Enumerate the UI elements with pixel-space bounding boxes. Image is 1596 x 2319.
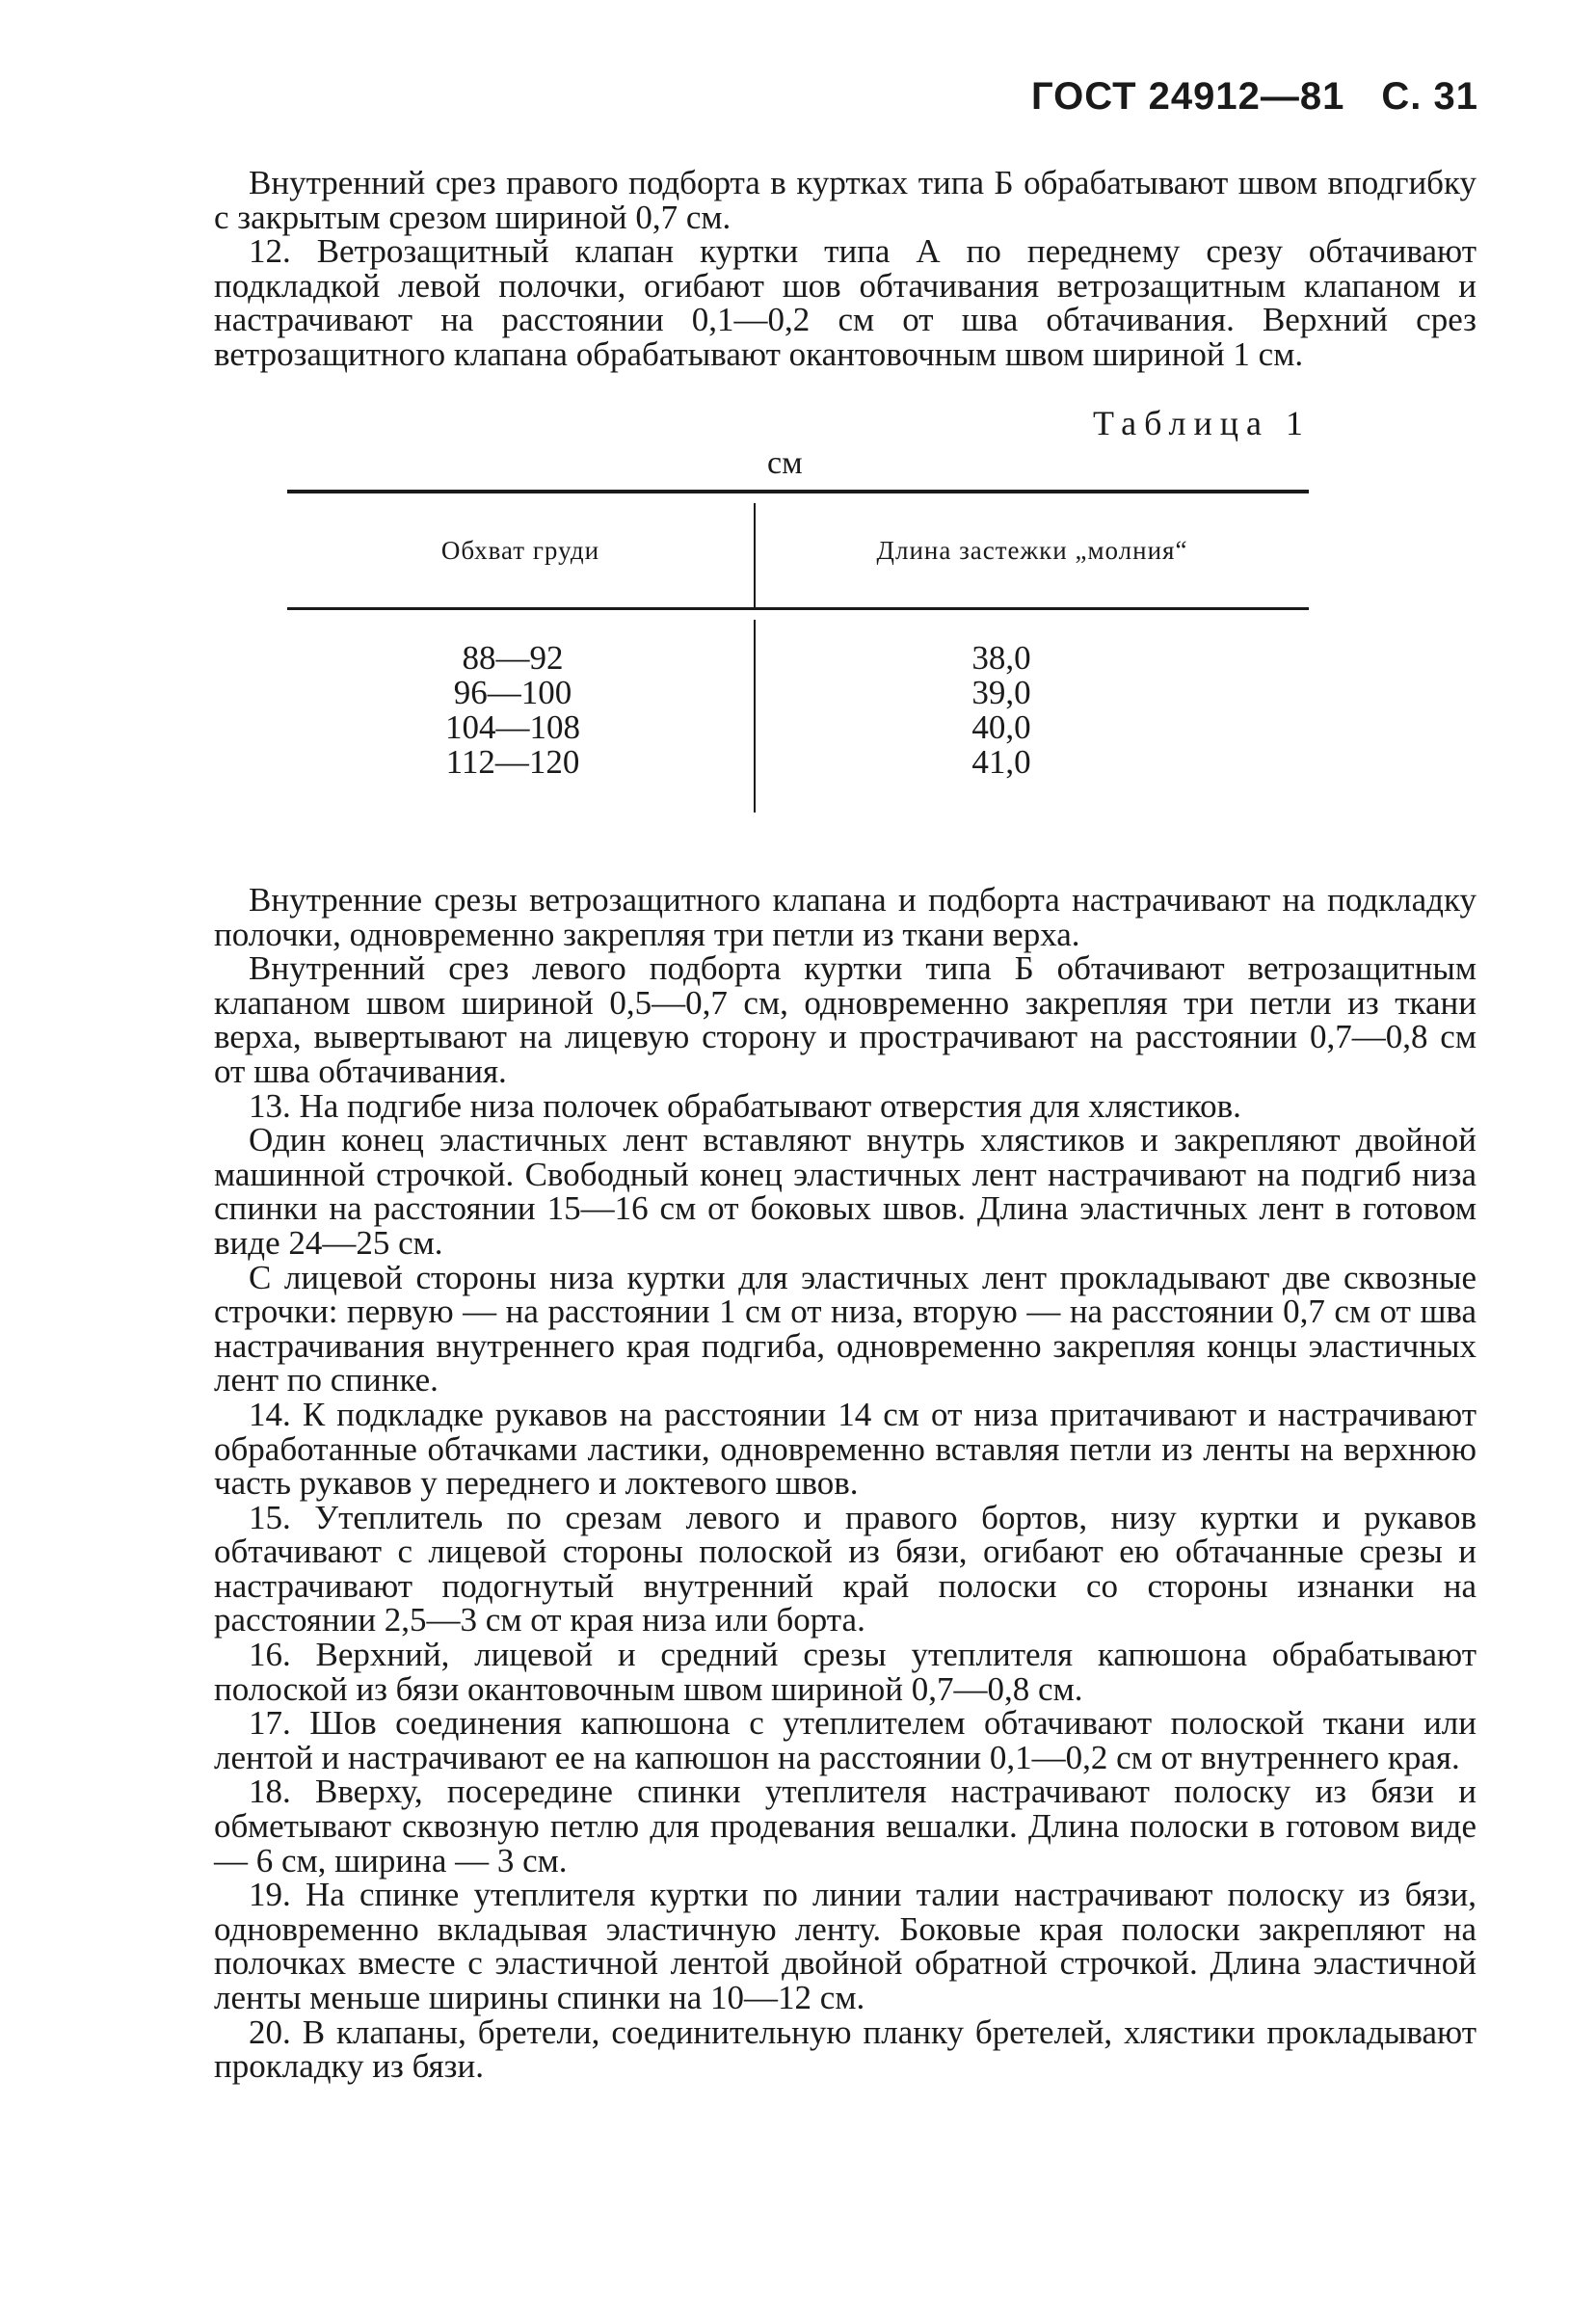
chest-girth-column bbox=[287, 641, 754, 780]
paragraph: 19. На спинке утеплителя куртки по линии талии настрачивают полоску из бязи, одновременно вкладывая эластичную ленту. Боковые края полоски закрепляют на полочках вместе с эластичной лентой двойной обратной строчкой. Длина эластичной ленты меньше ширины спинки на 10—12 см. bbox=[214, 1876, 1476, 2016]
zipper-length-column bbox=[756, 641, 1309, 780]
paragraph: С лицевой стороны низа куртки для эластичных лент прокладывают две сквозные строчки: первую — на расстоянии 1 см от низа, вторую — на расстоянии 0,7 см от шва настрачивания внутреннего края подгиба, одновременно закрепляя концы эластичных лент по спинке. bbox=[214, 1258, 1476, 1399]
table-title: Таблица 1 bbox=[1093, 404, 1311, 442]
paragraph: 12. Ветрозащитный клапан куртки типа А по переднему срезу обтачивают подкладкой левой полочки, огибают шов обтачивания ветрозащитным клапаном и настрачивают на расстоянии 0,1—0,2 см от шва обтачивания. Верхний срез ветрозащитного клапана обрабатывают окантовочным швом шириной 1 см. bbox=[214, 232, 1476, 373]
paragraph: Внутренний срез левого подборта куртки типа Б обтачивают ветрозащитным клапаном швом шириной 0,5—0,7 см, одновременно закрепляя три петли из ткани верха, вывертывают на лицевую сторону и прострачивают на расстоянии 0,7—0,8 см от шва обтачивания. bbox=[214, 949, 1476, 1090]
intro-text bbox=[214, 166, 1476, 372]
table-unit: см bbox=[767, 445, 803, 481]
paragraph: Один конец эластичных лент вставляют внутрь хлястиков и закрепляют двойной машинной строчкой. Свободный конец эластичных лент настрачивают на подгиб низа спинки на расстоянии 15—16 см от боковых швов. Длина эластичных лент в готовом виде 24—25 см. bbox=[214, 1121, 1476, 1262]
table-body bbox=[287, 610, 1309, 816]
paragraph: 17. Шов соединения капюшона с утеплителем обтачивают полоской ткани или лентой и настрачивают ее на капюшон на расстоянии 0,1—0,2 см от внутреннего края. bbox=[214, 1704, 1476, 1776]
table-cell: 39,0 bbox=[971, 674, 1031, 711]
paragraph: 16. Верхний, лицевой и средний срезы утеплителя капюшона обрабатывают полоской из бязи окантовочным швом шириной 0,7—0,8 см. bbox=[214, 1636, 1476, 1708]
body-text bbox=[214, 883, 1476, 2084]
page-header bbox=[1031, 75, 1478, 119]
paragraph: 13. На подгибе низа полочек обрабатывают отверстия для хлястиков. bbox=[249, 1086, 1241, 1125]
table-cell: 40,0 bbox=[971, 708, 1031, 746]
header-chest-girth: Обхват груди bbox=[440, 536, 600, 565]
paragraph: 14. К подкладке рукавов на расстоянии 14 см от низа притачивают и настрачивают обработанные обтачками ластики, одновременно вставляя петли из ленты на верхнюю часть рукавов у переднего и локтевого швов. bbox=[214, 1395, 1476, 1503]
table-cell: 88—92 bbox=[462, 639, 564, 677]
table-cell: 104—108 bbox=[445, 708, 580, 746]
table-cell: 112—120 bbox=[445, 743, 580, 781]
paragraph: 15. Утеплитель по срезам левого и правого бортов, низу куртки и рукавов обтачивают с лицевой стороны полоской из бязи, огибают ею обтачанные срезы и настрачивают подогнутый внутренний край полоски со стороны изнанки на расстоянии 2,5—3 см от края низа или борта. bbox=[214, 1498, 1476, 1639]
table-cell: 41,0 bbox=[971, 743, 1031, 781]
table-cell: 38,0 bbox=[971, 639, 1031, 677]
standard-designation: ГОСТ 24912—81 bbox=[1030, 75, 1345, 118]
paragraph: Внутренний срез правого подборта в куртках типа Б обрабатывают швом вподгибку с закрытым срезом шириной 0,7 см. bbox=[214, 164, 1476, 236]
header-zipper-length: Длина застежки „молния“ bbox=[876, 536, 1188, 565]
page-number: С. 31 bbox=[1381, 75, 1478, 118]
table-header bbox=[287, 493, 1309, 607]
paragraph: Внутренние срезы ветрозащитного клапана и подборта настрачивают на подкладку полочки, одновременно закрепляя три петли из ткани верха. bbox=[214, 881, 1476, 953]
table-cell: 96—100 bbox=[453, 674, 572, 711]
paragraph: 20. В клапаны, бретели, соединительную планку бретелей, хлястики прокладывают прокладку из бязи. bbox=[214, 2012, 1476, 2086]
paragraph: 18. Вверху, посередине спинки утеплителя настрачивают полоску из бязи и обметывают сквозную петлю для продевания вешалки. Длина полоски в готовом виде — 6 см, ширина — 3 см. bbox=[214, 1773, 1476, 1879]
size-table bbox=[287, 490, 1309, 816]
